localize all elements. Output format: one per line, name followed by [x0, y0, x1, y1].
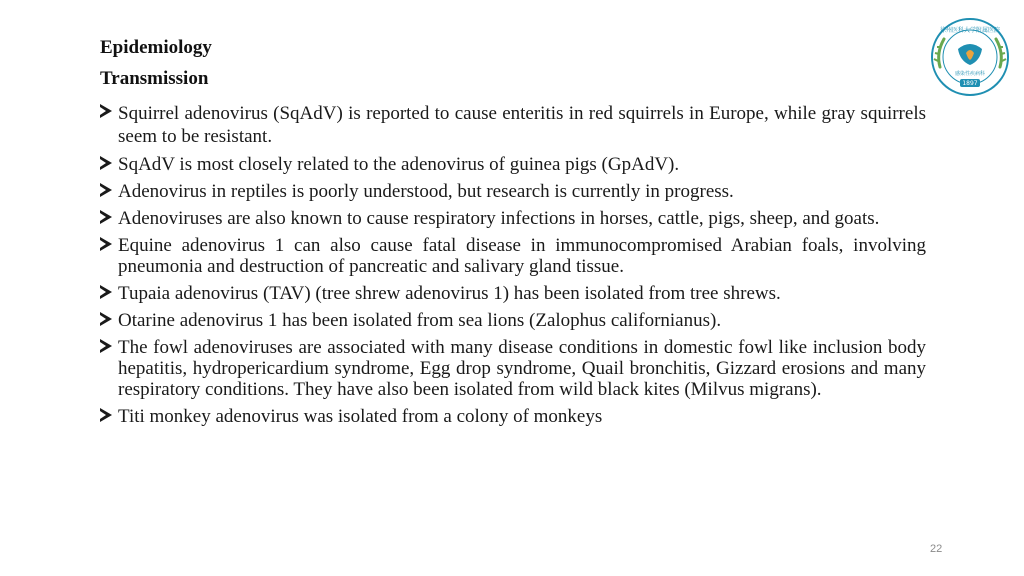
- arrow-bullet-icon: [100, 285, 112, 299]
- logo-inner-text: 感染性疾病科: [954, 71, 986, 77]
- university-hospital-seal-icon: [930, 17, 1010, 97]
- arrow-bullet-icon: [100, 339, 112, 353]
- list-item: [100, 181, 926, 202]
- section-heading: Epidemiology: [100, 37, 212, 58]
- transmission-bullet-list: [100, 102, 926, 433]
- arrow-bullet-icon: [100, 104, 112, 118]
- list-item: [100, 208, 926, 229]
- logo-year: 1897: [962, 80, 978, 88]
- bullet-text: Tupaia adenovirus (TAV) (tree shrew adenovirus 1) has been isolated from tree shrews.: [118, 283, 781, 304]
- list-item: [100, 154, 926, 175]
- list-item: [100, 235, 926, 277]
- subsection-heading: Transmission: [100, 68, 209, 89]
- arrow-bullet-icon: [100, 183, 112, 197]
- list-item: [100, 310, 926, 331]
- bullet-text: Titi monkey adenovirus was isolated from a colony of monkeys: [118, 406, 603, 427]
- bullet-text: Adenovirus in reptiles is poorly understood, but research is currently in progress.: [118, 181, 734, 202]
- arrow-bullet-icon: [100, 237, 112, 251]
- bullet-text: Otarine adenovirus 1 has been isolated from sea lions (Zalophus californianus).: [118, 310, 722, 331]
- list-item: [100, 406, 926, 427]
- list-item: [100, 337, 926, 400]
- list-item: [100, 283, 926, 304]
- bullet-text: SqAdV is most closely related to the adenovirus of guinea pigs (GpAdV).: [118, 154, 680, 175]
- page-number: 22: [930, 543, 943, 555]
- arrow-bullet-icon: [100, 156, 112, 170]
- bullet-text: Squirrel adenovirus (SqAdV) is reported to cause enteritis in red squirrels in Europe, while gray squirrels seem to be resistant.: [118, 103, 926, 147]
- bullet-text: The fowl adenoviruses are associated with many disease conditions in domestic fowl like inclusion body hepatitis, hydropericardium syndrome, Egg drop syndrome, Quail bronchitis, Gizzard erosions and many respiratory conditions. They have also been isolated from wild black kites (Milvus migrans).: [118, 337, 926, 400]
- arrow-bullet-icon: [100, 312, 112, 326]
- arrow-bullet-icon: [100, 408, 112, 422]
- arrow-bullet-icon: [100, 210, 112, 224]
- logo-arc-text: 徐州医科大学附属医院: [939, 27, 1001, 34]
- bullet-text: Adenoviruses are also known to cause respiratory infections in horses, cattle, pigs, sheep, and goats.: [118, 208, 880, 229]
- list-item: [100, 102, 926, 148]
- bullet-text: Equine adenovirus 1 can also cause fatal disease in immunocompromised Arabian foals, involving pneumonia and destruction of pancreatic and salivary gland tissue.: [118, 235, 926, 277]
